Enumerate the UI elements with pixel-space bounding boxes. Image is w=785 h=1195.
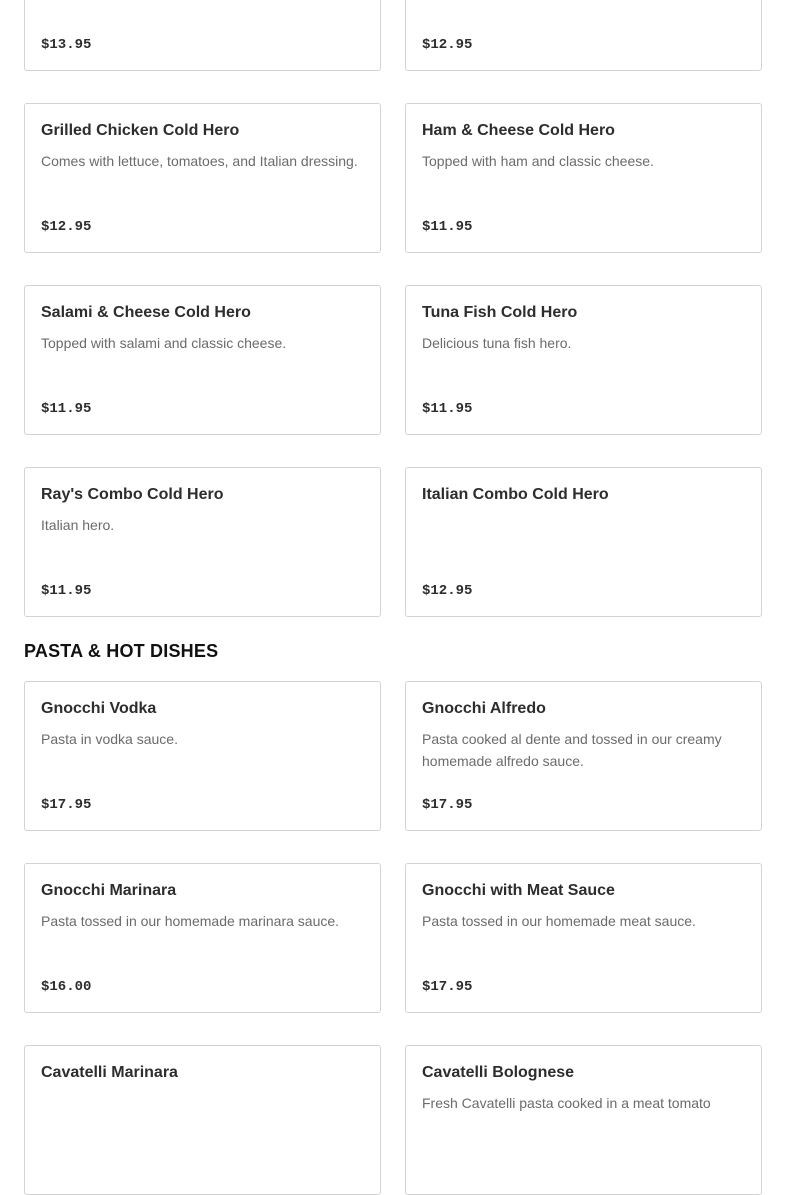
menu-item-card[interactable] <box>405 103 762 253</box>
item-name: Cavatelli Marinara <box>41 1064 178 1081</box>
item-description: Pasta tossed in our homemade meat sauce. <box>422 913 696 929</box>
item-price: $17.95 <box>422 797 473 813</box>
menu-item-card[interactable] <box>405 1045 762 1195</box>
menu-item-card[interactable] <box>24 863 381 1013</box>
item-description: Italian hero. <box>41 517 115 533</box>
item-name: Gnocchi Marinara <box>41 882 177 899</box>
item-price: $11.95 <box>422 219 473 235</box>
item-price: $12.95 <box>41 219 92 235</box>
item-name: Cavatelli Bolognese <box>422 1064 575 1081</box>
item-description: Pasta cooked al dente and tossed in our creamy homemade alfredo sauce. <box>422 731 722 769</box>
menu-item-card[interactable] <box>24 1045 381 1195</box>
menu-item-card[interactable] <box>405 681 762 831</box>
menu-item-card[interactable] <box>405 285 762 435</box>
menu-item-card[interactable] <box>405 467 762 617</box>
item-name: Grilled Chicken Cold Hero <box>41 122 240 139</box>
item-description: Fresh Cavatelli pasta cooked in a meat tomato <box>422 1095 711 1111</box>
item-price: $12.95 <box>422 37 473 53</box>
item-price: $16.00 <box>41 979 92 995</box>
item-description: Delicious tuna fish hero. <box>422 335 572 351</box>
item-price: $11.95 <box>41 401 92 417</box>
item-name: Ham & Cheese Cold Hero <box>422 122 615 139</box>
item-price: $11.95 <box>41 583 92 599</box>
section-title: PASTA & HOT DISHES <box>24 641 219 661</box>
item-price: $17.95 <box>422 979 473 995</box>
menu-item-card[interactable] <box>24 103 381 253</box>
item-description: Pasta in vodka sauce. <box>41 731 178 747</box>
item-description: Comes with lettuce, tomatoes, and Italian dressing. <box>41 153 358 169</box>
menu-item-card[interactable] <box>24 467 381 617</box>
item-name: Tuna Fish Cold Hero <box>422 304 578 321</box>
item-description: Pasta tossed in our homemade marinara sauce. <box>41 913 340 929</box>
item-price: $13.95 <box>41 37 92 53</box>
item-name: Ray's Combo Cold Hero <box>41 486 224 503</box>
item-price: $17.95 <box>41 797 92 813</box>
item-name: Italian Combo Cold Hero <box>422 486 609 503</box>
item-name: Gnocchi with Meat Sauce <box>422 882 615 899</box>
item-name: Gnocchi Vodka <box>41 700 157 717</box>
menu-item-card[interactable] <box>405 0 762 71</box>
item-name: Gnocchi Alfredo <box>422 700 546 717</box>
menu-item-card[interactable] <box>24 0 381 71</box>
item-name: Salami & Cheese Cold Hero <box>41 304 251 321</box>
menu-item-card[interactable] <box>24 285 381 435</box>
item-description: Topped with salami and classic cheese. <box>41 335 287 351</box>
item-price: $12.95 <box>422 583 473 599</box>
item-price: $11.95 <box>422 401 473 417</box>
menu-item-card[interactable] <box>405 863 762 1013</box>
item-description: Topped with ham and classic cheese. <box>422 153 654 169</box>
menu-item-card[interactable] <box>24 681 381 831</box>
